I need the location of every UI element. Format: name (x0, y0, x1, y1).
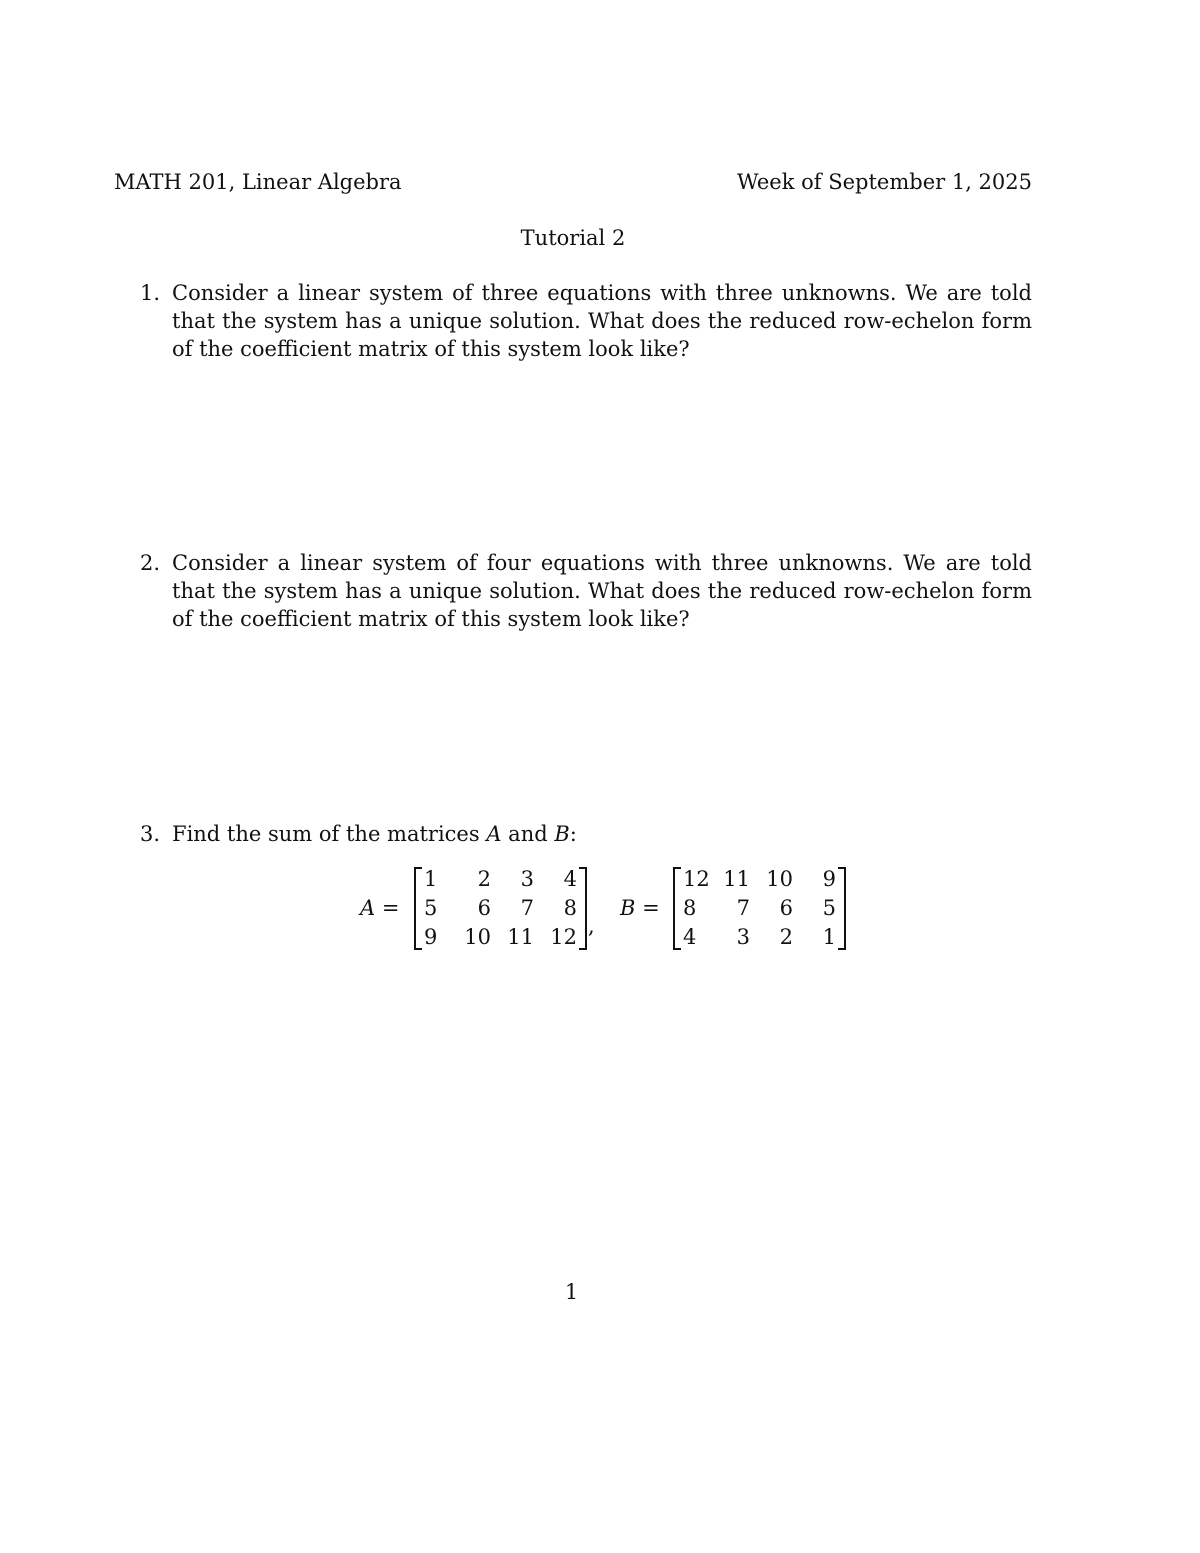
matrix-a-brackets (414, 865, 587, 952)
matrix-b-lhs (620, 862, 660, 954)
matrix-a (414, 862, 587, 954)
matrix-cell: 5 (424, 895, 438, 920)
matrix-row (424, 894, 577, 923)
matrix-cell: 9 (822, 866, 836, 891)
matrix-cell: 8 (563, 895, 577, 920)
matrix-b-variable: B (554, 822, 570, 846)
problem-text: Consider a linear system of three equations with three unknowns. We are told that the system has a unique solution. What does the reduced row-echelon form of the coefficient matrix of this system look like? (172, 281, 1032, 361)
matrix-cell: 11 (507, 924, 534, 949)
matrix-cell: 9 (424, 924, 438, 949)
equals-sign: = (381, 896, 400, 920)
equals-sign: = (642, 896, 660, 920)
matrix-a-label: A (360, 896, 376, 920)
matrix-a-variable: A (486, 822, 502, 846)
problem-2 (140, 549, 1032, 633)
matrix-cell: 5 (822, 895, 836, 920)
matrix-cell: 8 (683, 895, 697, 920)
matrix-row (683, 923, 836, 952)
matrix-cell: 7 (520, 895, 534, 920)
problem-text-before: Find the sum of the matrices (172, 822, 487, 846)
matrix-equation (0, 862, 1146, 954)
matrix-b (673, 862, 846, 954)
matrix-b-label: B (620, 896, 636, 920)
matrix-cell: 1 (822, 924, 836, 949)
matrix-cell: 4 (683, 924, 697, 949)
matrix-cell: 10 (766, 866, 793, 891)
matrix-cell: 12 (550, 924, 577, 949)
matrix-cell: 2 (477, 866, 491, 891)
matrix-cell: 3 (520, 866, 534, 891)
problem-number: 3. (140, 822, 161, 846)
problem-number: 2. (140, 551, 161, 575)
matrix-cell: 1 (424, 866, 438, 891)
problem-text: Consider a linear system of four equations with three unknowns. We are told that the system has a unique solution. What does the reduced row-echelon form of the coefficient matrix of this system look like? (172, 551, 1032, 631)
tutorial-title: Tutorial 2 (520, 226, 626, 250)
week-date: Week of September 1, 2025 (737, 170, 1032, 194)
matrix-cell: 2 (779, 924, 793, 949)
matrix-cell: 6 (477, 895, 491, 920)
page-number: 1 (564, 1280, 579, 1304)
problem-1 (140, 279, 1032, 363)
matrix-separator: , (588, 914, 595, 938)
matrix-cell: 3 (736, 924, 750, 949)
matrix-cell: 6 (779, 895, 793, 920)
problem-number: 1. (140, 281, 161, 305)
matrix-b-brackets (673, 865, 846, 952)
matrix-cell: 11 (723, 866, 750, 891)
matrix-cell: 10 (464, 924, 491, 949)
problem-text-mid: and (501, 822, 555, 846)
matrix-row (683, 865, 836, 894)
matrix-row (424, 923, 577, 952)
matrix-a-lhs (360, 862, 399, 954)
matrix-cell: 7 (736, 895, 750, 920)
matrix-row (683, 894, 836, 923)
matrix-cell: 12 (683, 866, 710, 891)
matrix-row (424, 865, 577, 894)
problem-text-after: : (569, 822, 577, 846)
problem-3 (140, 820, 1032, 848)
problem-text (172, 820, 1032, 848)
matrix-cell: 4 (563, 866, 577, 891)
course-title: MATH 201, Linear Algebra (114, 170, 402, 194)
